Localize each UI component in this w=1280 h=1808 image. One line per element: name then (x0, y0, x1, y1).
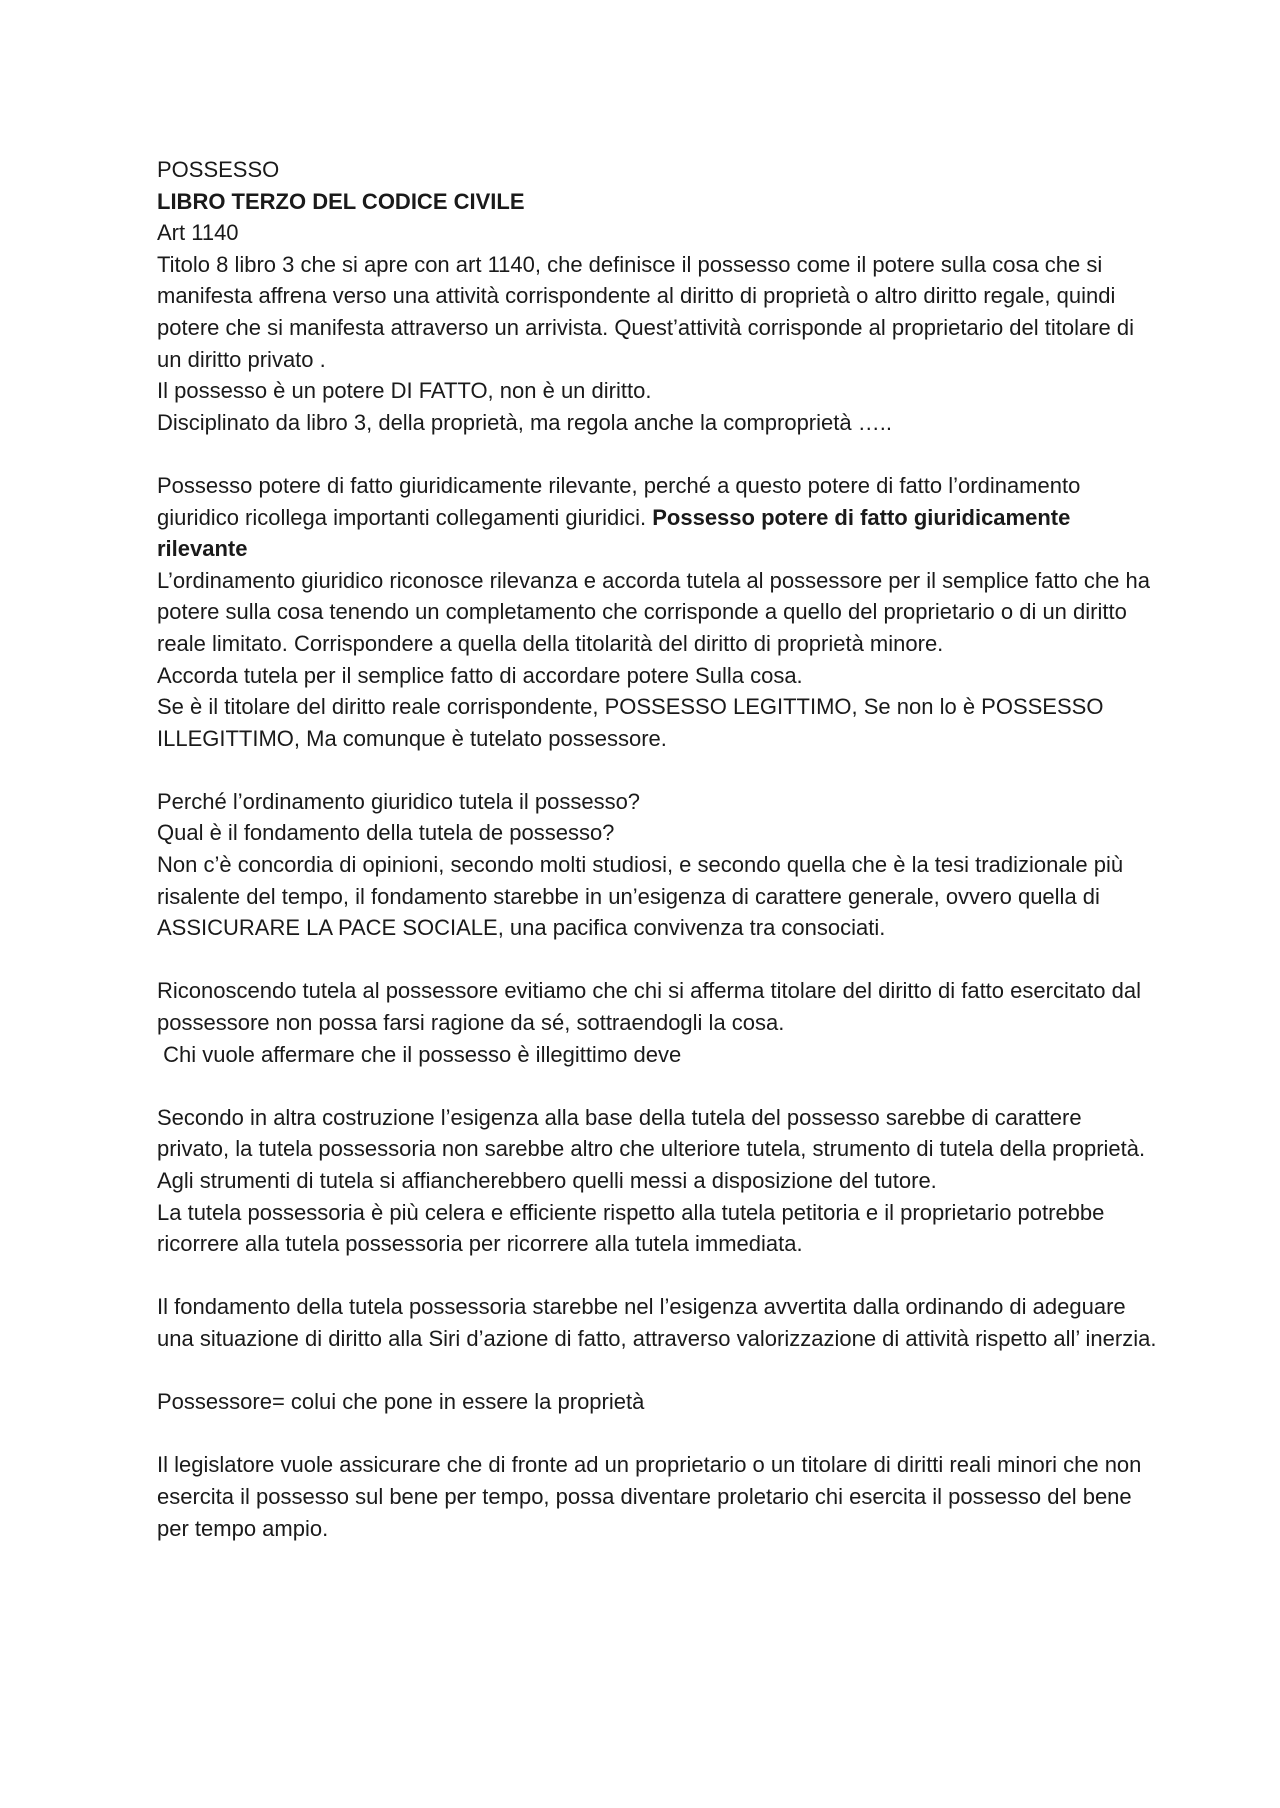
doc-subtitle (157, 186, 1157, 218)
doc-subtitle-text: LIBRO TERZO DEL CODICE CIVILE (157, 188, 525, 214)
paragraph-6: Accorda tutela per il semplice fatto di accordare potere Sulla cosa. (157, 662, 803, 688)
paragraph-4-text: Possesso potere di fatto giuridicamente rilevante, perché a questo potere di fatto l’ordinamento giuridico ricollega importanti collegamenti giuridici. (157, 472, 1081, 530)
paragraph-1: Titolo 8 libro 3 che si apre con art 1140, che definisce il possesso come il potere sulla cosa che si manifesta affrena verso una attività corrispondente al diritto di proprietà o altro diritto regale, quindi potere che si manifesta attraverso un arrivista. Quest’attività corrisponde al proprietario del titolare di un diritto privato . (157, 251, 1135, 372)
blank-line (157, 1418, 1157, 1450)
paragraph-15: La tutela possessoria è più celera e efficiente rispetto alla tutela petitoria e il proprietario potrebbe ricorrere alla tutela possessoria per ricorrere alla tutela immediata. (157, 1199, 1105, 1257)
paragraph-9: Qual è il fondamento della tutela de possesso? (157, 820, 615, 846)
blank-line (157, 754, 1157, 786)
paragraph-3: Disciplinato da libro 3, della proprietà, ma regola anche la comproprietà ….. (157, 409, 892, 435)
paragraph-2: Il possesso è un potere DI FATTO, non è un diritto. (157, 378, 652, 404)
blank-line (157, 1355, 1157, 1387)
paragraph-13: Secondo in altra costruzione l’esigenza alla base della tutela del possesso sarebbe di carattere privato, la tutela possessoria non sarebbe altro che ulteriore tutela, strumento di tutela della proprietà. (157, 1104, 1146, 1162)
paragraph-7: Se è il titolare del diritto reale corrispondente, POSSESSO LEGITTIMO, Se non lo è POSSESSO ILLEGITTIMO, Ma comunque è tutelato possessore. (157, 694, 1104, 751)
paragraph-4 (157, 470, 1157, 565)
paragraph-4-bold: Possesso potere di fatto giuridicamente rilevante (157, 504, 1071, 562)
paragraph-17: Possessore= colui che pone in essere la proprietà (157, 1389, 645, 1415)
paragraph-12: Chi vuole affermare che il possesso è illegittimo deve (157, 1041, 682, 1067)
paragraph-18: Il legislatore vuole assicurare che di fronte ad un proprietario o un titolare di diritti reali minori che non esercita il possesso sul bene per tempo, possa diventare proletario chi esercita il possesso del bene per tempo ampio. (157, 1452, 1142, 1541)
blank-line (157, 944, 1157, 976)
paragraph-8: Perché l’ordinamento giuridico tutela il possesso? (157, 788, 641, 814)
blank-line (157, 1260, 1157, 1292)
paragraph-5: L’ordinamento giuridico riconosce rilevanza e accorda tutela al possessore per il semplice fatto che ha potere sulla cosa tenendo un completamento che corrisponde a quello del proprietario o di un diritto reale limitato. Corrispondere a quella della titolarità del diritto di proprietà minore. (157, 567, 1150, 656)
blank-line (157, 1070, 1157, 1102)
paragraph-11: Riconoscendo tutela al possessore evitiamo che chi si afferma titolare del diritto di fatto esercitato dal possessore non possa farsi ragione da sé, sottraendogli la cosa. (157, 978, 1141, 1036)
blank-line (157, 438, 1157, 470)
doc-title: POSSESSO (157, 157, 280, 182)
document-page (157, 154, 1157, 1544)
doc-article: Art 1140 (157, 220, 239, 246)
paragraph-16: Il fondamento della tutela possessoria starebbe nel l’esigenza avvertita dalla ordinando di adeguare una situazione di diritto alla Siri d’azione di fatto, attraverso valorizzazione di attività rispetto all’ inerzia. (157, 1294, 1157, 1351)
paragraph-14: Agli strumenti di tutela si affiancherebbero quelli messi a disposizione del tutore. (157, 1168, 937, 1193)
paragraph-10: Non c’è concordia di opinioni, secondo molti studiosi, e secondo quella che è la tesi tradizionale più risalente del tempo, il fondamento starebbe in un’esigenza di carattere generale, ovvero quella di ASSICURARE LA PACE SOCIALE, una pacifica convivenza tra consociati. (157, 852, 1124, 941)
